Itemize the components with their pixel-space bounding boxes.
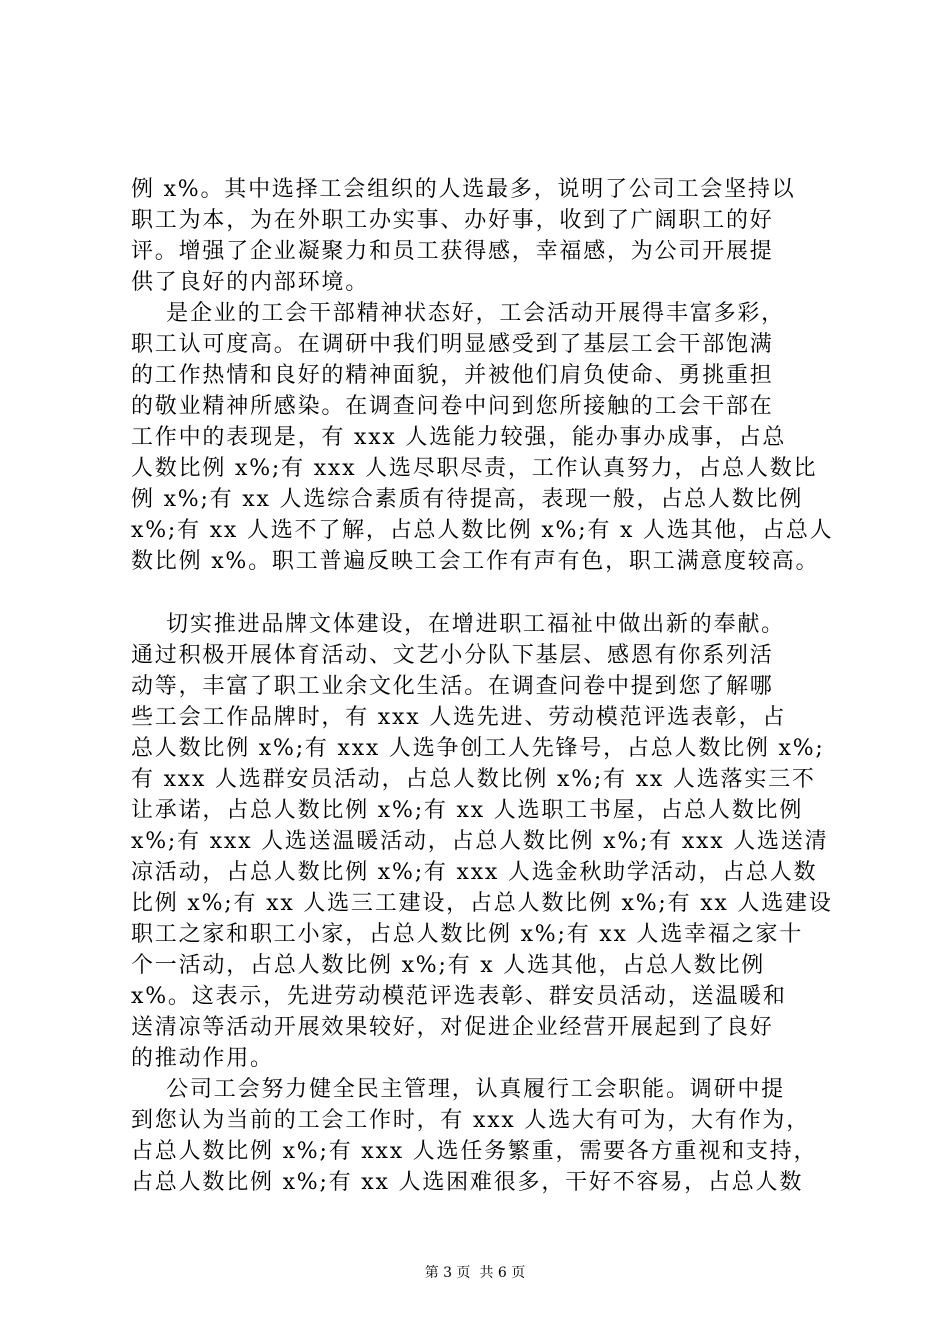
text-line: 到您认为当前的工会工作时，有 xxx 人选大有可为，大有作为， <box>131 1108 811 1133</box>
text-line: 评。增强了企业凝聚力和员工获得感，幸福感，为公司开展提 <box>131 239 774 264</box>
text-line: 人数比例 x%;有 xxx 人选尽职尽责，工作认真努力，占总人数比 <box>131 456 818 481</box>
text-line: 送清凉等活动开展效果较好，对促进企业经营开展起到了良好 <box>131 1015 774 1040</box>
text-line: 的工作热情和良好的精神面貌，并被他们肩负使命、勇挑重担 <box>131 363 774 388</box>
text-line: 通过积极开展体育活动、文艺小分队下基层、感恩有你系列活 <box>131 643 774 668</box>
text-line: 供了良好的内部环境。 <box>131 270 370 295</box>
text-line: 的敬业精神所感染。在调查问卷中问到您所接触的工会干部在 <box>131 394 774 419</box>
text-line: 例 x%;有 xx 人选综合素质有待提高，表现一般，占总人数比例 <box>131 487 804 512</box>
text-line: 让承诺，占总人数比例 x%;有 xx 人选职工书屋，占总人数比例 <box>131 798 804 823</box>
text-line: 的推动作用。 <box>131 1046 274 1071</box>
text-line: 职工为本，为在外职工办实事、办好事，收到了广阔职工的好 <box>131 208 774 233</box>
text-line: 个一活动，占总人数比例 x%;有 x 人选其他，占总人数比例 <box>131 953 766 978</box>
text-line: 职工之家和职工小家，占总人数比例 x%;有 xx 人选幸福之家十 <box>131 922 804 947</box>
text-line: 总人数比例 x%;有 xxx 人选争创工人先锋号，占总人数比例 x%; <box>131 736 825 761</box>
text-line: 些工会工作品牌时，有 xxx 人选先进、劳动模范评选表彰，占 <box>131 705 787 730</box>
text-line: 凉活动，占总人数比例 x%;有 xxx 人选金秋助学活动，占总人数 <box>131 860 818 885</box>
page-number-footer: 第 3 页 共 6 页 <box>424 1265 526 1281</box>
text-line: x%。这表示，先进劳动模范评选表彰、群安员活动，送温暖和 <box>131 984 787 1009</box>
text-line: 比例 x%;有 xx 人选三工建设，占总人数比例 x%;有 xx 人选建设 <box>131 891 833 916</box>
text-line: 占总人数比例 x%;有 xx 人选困难很多，干好不容易，占总人数 <box>131 1170 804 1195</box>
text-line: 动等，丰富了职工业余文化生活。在调查问卷中提到您了解哪 <box>131 674 774 699</box>
text-line: 是企业的工会干部精神状态好，工会活动开展得丰富多彩， <box>131 301 785 326</box>
text-line: 公司工会努力健全民主管理，认真履行工会职能。调研中提 <box>131 1077 785 1102</box>
text-line: 切实推进品牌文体建设，在增进职工福祉中做出新的奉献。 <box>131 612 785 637</box>
text-line: 职工认可度高。在调研中我们明显感受到了基层工会干部饱满 <box>131 332 774 357</box>
text-line: 工作中的表现是，有 xxx 人选能力较强，能办事办成事，占总 <box>131 425 787 450</box>
text-line: x%;有 xx 人选不了解，占总人数比例 x%;有 x 人选其他，占总人 <box>131 518 834 543</box>
text-line: 数比例 x%。职工普遍反映工会工作有声有色，职工满意度较高。 <box>131 549 820 574</box>
text-line: x%;有 xxx 人选送温暖活动，占总人数比例 x%;有 xxx 人选送清 <box>131 829 829 854</box>
text-line: 占总人数比例 x%;有 xxx 人选任务繁重，需要各方重视和支持， <box>131 1139 818 1164</box>
text-line: 有 xxx 人选群安员活动，占总人数比例 x%;有 xx 人选落实三不 <box>131 767 816 792</box>
text-line: 例 x%。其中选择工会组织的人选最多，说明了公司工会坚持以 <box>131 177 796 202</box>
